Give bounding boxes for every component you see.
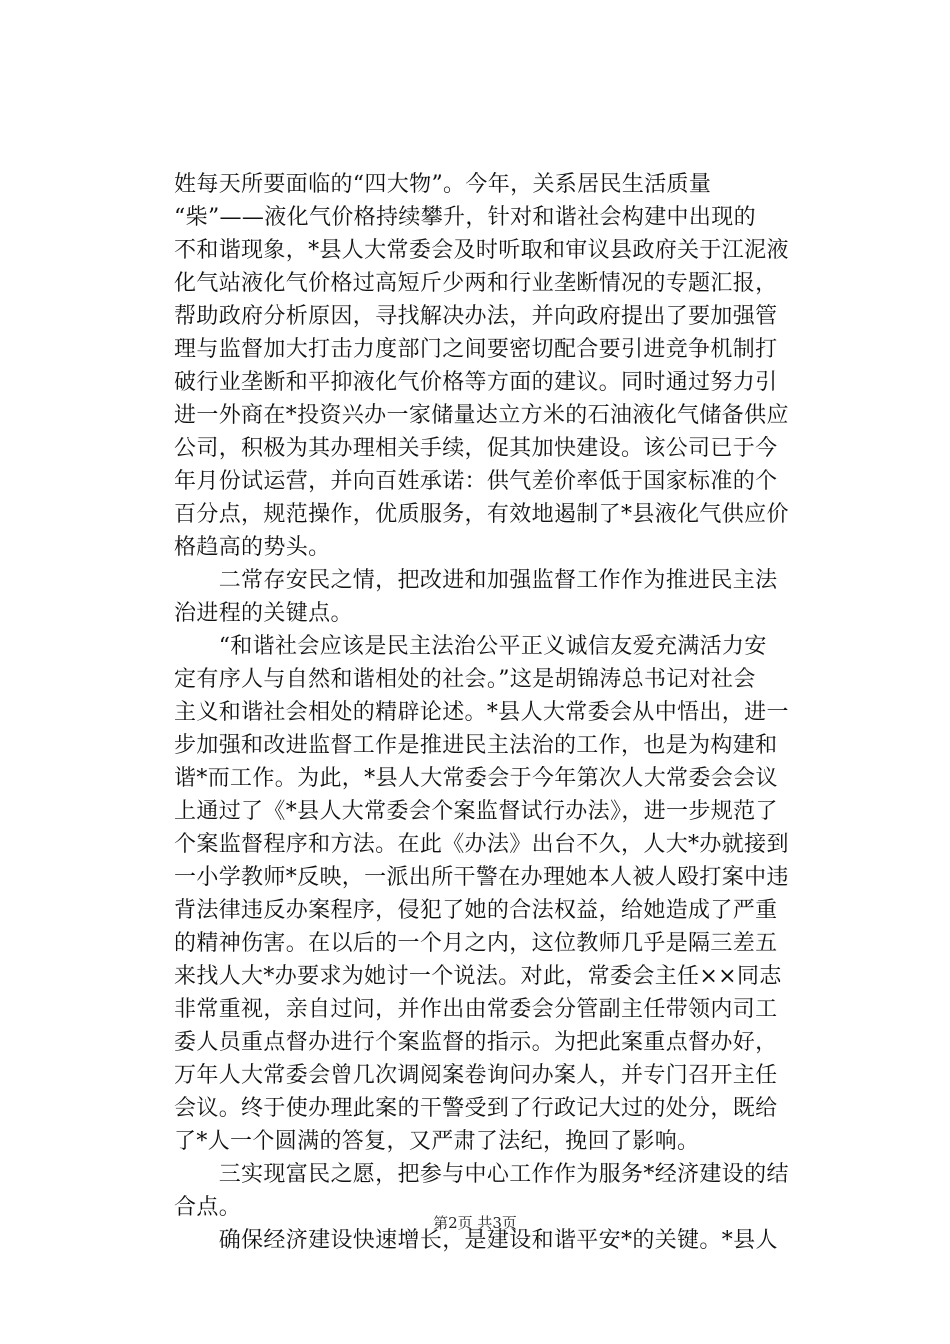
text-line: 背法律违反办案程序，侵犯了她的合法权益，给她造成了严重 xyxy=(174,898,778,923)
section-heading-line: 合点。 xyxy=(174,1195,242,1220)
text-line: 的精神伤害。在以后的一个月之内，这位教师几乎是隔三差五 xyxy=(174,931,778,956)
text-line: 帮助政府分析原因，寻找解决办法，并向政府提出了要加强管 xyxy=(174,304,778,329)
body-text xyxy=(174,168,834,1257)
text-line: 来找人大*办要求为她讨一个说法。对此，常委会主任××同志 xyxy=(174,964,782,989)
page-number-footer: 第2页 共3页 xyxy=(433,1214,517,1232)
text-line: 进一外商在*投资兴办一家储量达立方米的石油液化气储备供应 xyxy=(174,403,789,428)
text-line: 化气站液化气价格过高短斤少两和行业垄断情况的专题汇报， xyxy=(174,271,778,296)
text-line: 百分点，规范操作，优质服务，有效地遏制了*县液化气供应价 xyxy=(174,502,789,527)
section-heading-line: 治进程的关键点。 xyxy=(174,601,353,626)
text-line: 非常重视，亲自过问，并作出由常委会分管副主任带领内司工 xyxy=(174,997,778,1022)
text-line: 万年人大常委会曾几次调阅案卷询问办案人，并专门召开主任 xyxy=(174,1063,778,1088)
text-line: 个案监督程序和方法。在此《办法》出台不久，人大*办就接到 xyxy=(174,832,789,857)
text-line: 公司，积极为其办理相关手续，促其加快建设。该公司已于今 xyxy=(174,436,778,461)
section-heading-line: 三实现富民之愿，把参与中心工作作为服务*经济建设的结 xyxy=(174,1162,789,1187)
text-line: 理与监督加大打击力度部门之间要密切配合要引进竞争机制打 xyxy=(174,337,778,362)
text-line: 委人员重点督办进行个案监督的指示。为把此案重点督办好， xyxy=(174,1030,778,1055)
text-line: 主义和谐社会相处的精辟论述。*县人大常委会从中悟出，进一 xyxy=(174,700,789,725)
text-line: 姓每天所要面临的“四大物”。今年，关系居民生活质量 xyxy=(174,172,712,197)
text-line: 一小学教师*反映，一派出所干警在办理她本人被人殴打案中违 xyxy=(174,865,789,890)
text-line: “柴”——液化气价格持续攀升，针对和谐社会构建中出现的 xyxy=(174,205,756,230)
text-line: 了*人一个圆满的答复，又严肃了法纪，挽回了影响。 xyxy=(174,1129,700,1154)
text-line: 会议。终于使办理此案的干警受到了行政记大过的处分，既给 xyxy=(174,1096,778,1121)
text-line: 谐*而工作。为此，*县人大常委会于今年第次人大常委会会议 xyxy=(174,766,778,791)
text-line: 格趋高的势头。 xyxy=(174,535,331,560)
text-line: 步加强和改进监督工作是推进民主法治的工作，也是为构建和 xyxy=(174,733,778,758)
text-line: 年月份试运营，并向百姓承诺：供气差价率低于国家标准的个 xyxy=(174,469,778,494)
text-line: 确保经济建设快速增长，是建设和谐平安*的关键。*县人 xyxy=(174,1228,778,1253)
text-line: 不和谐现象，*县人大常委会及时听取和审议县政府关于江泥液 xyxy=(174,238,789,263)
text-line: 破行业垄断和平抑液化气价格等方面的建议。同时通过努力引 xyxy=(174,370,778,395)
text-line: “和谐社会应该是民主法治公平正义诚信友爱充满活力安 xyxy=(174,634,767,659)
text-line: 定有序人与自然和谐相处的社会。”这是胡锦涛总书记对社会 xyxy=(174,667,756,692)
text-line: 上通过了《*县人大常委会个案监督试行办法》，进一步规范了 xyxy=(174,799,778,824)
section-heading-line: 二常存安民之情，把改进和加强监督工作作为推进民主法 xyxy=(174,568,778,593)
